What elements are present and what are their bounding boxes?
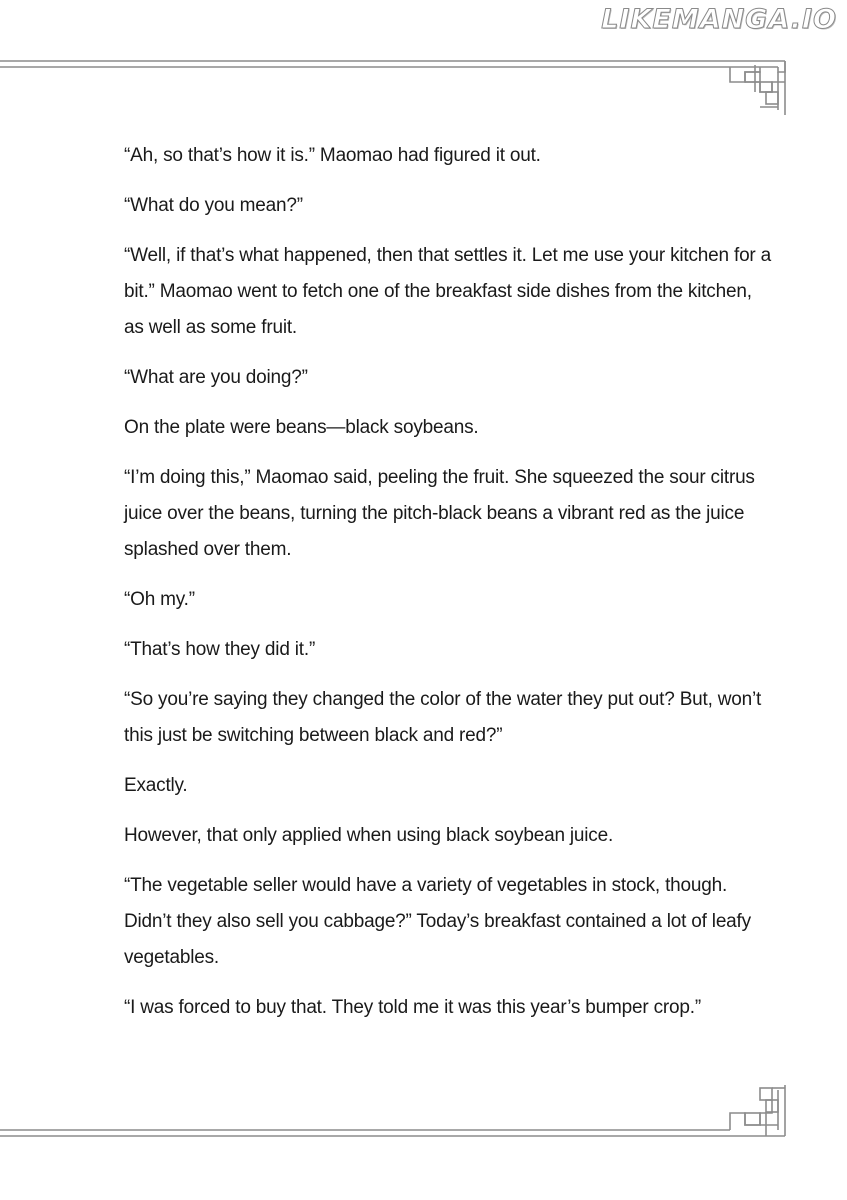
paragraph: However, that only applied when using black soybean juice. (124, 825, 614, 846)
paragraph: “Well, if that’s what happened, then that settles it. Let me use your kitchen for a bit.” Maomao went to fetch one of the breakfast side dishes from the kitchen, as well as some fruit. (124, 245, 772, 338)
paragraph: Exactly. (124, 775, 188, 796)
paragraph: “I was forced to buy that. They told me it was this year’s bumper crop.” (124, 997, 701, 1018)
paragraph: On the plate were beans—black soybeans. (124, 417, 479, 438)
paragraph: “What are you doing?” (124, 367, 308, 388)
paragraph: “So you’re saying they changed the color of the water they put out? But, won’t this just be switching between black and red?” (124, 689, 762, 746)
page-text (124, 138, 774, 1040)
paragraph: “That’s how they did it.” (124, 639, 316, 660)
paragraph: “What do you mean?” (124, 195, 303, 216)
paragraph: “Ah, so that’s how it is.” Maomao had figured it out. (124, 145, 541, 166)
top-decorative-border (0, 55, 847, 120)
paragraph: “Oh my.” (124, 589, 195, 610)
site-watermark: LIKEMANGA.IO (601, 4, 837, 35)
paragraph: “The vegetable seller would have a variety of vegetables in stock, though. Didn’t they also sell you cabbage?” Today’s breakfast contained a lot of leafy vegetables. (124, 875, 751, 968)
bottom-decorative-border (0, 1080, 847, 1145)
paragraph: “I’m doing this,” Maomao said, peeling the fruit. She squeezed the sour citrus juice over the beans, turning the pitch-black beans a vibrant red as the juice splashed over them. (124, 467, 755, 560)
